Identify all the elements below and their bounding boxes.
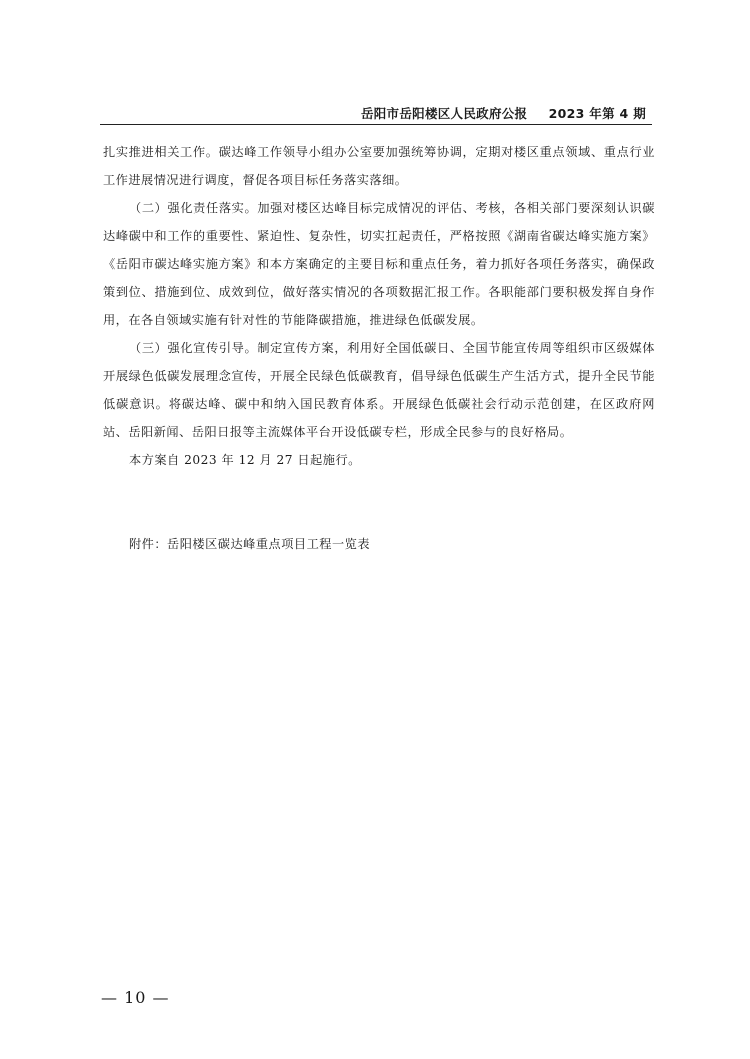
- paragraph-continuation: 扎实推进相关工作。碳达峰工作领导小组办公室要加强统筹协调，定期对楼区重点领域、重点行业工作进展情况进行调度，督促各项目标任务落实落细。: [103, 145, 655, 187]
- page-header: [100, 102, 652, 125]
- attachment-note: 附件：岳阳楼区碳达峰重点项目工程一览表: [129, 537, 371, 551]
- bulletin-title: 岳阳市岳阳楼区人民政府公报: [360, 106, 528, 121]
- header-title-line: [361, 104, 646, 122]
- paragraph-effective-date: 本方案自 2023 年 12 月 27 日起施行。: [129, 453, 361, 467]
- paragraph-responsibility: （二）强化责任落实。加强对楼区达峰目标完成情况的评估、考核，各相关部门要深刻认识碳达峰碳中和工作的重要性、紧迫性、复杂性，切实扛起责任，严格按照《湖南省碳达峰实施方案》《岳阳市碳达峰实施方案》和本方案确定的主要目标和重点任务，着力抓好各项任务落实，确保政策到位、措施到位、成效到位，做好落实情况的各项数据汇报工作。各职能部门要积极发挥自身作用，在各自领域实施有针对性的节能降碳措施，推进绿色低碳发展。: [103, 201, 655, 327]
- issue-number: 2023 年第 4 期: [548, 106, 646, 121]
- body-content: [103, 138, 655, 474]
- page-number: — 10 —: [101, 988, 170, 1007]
- paragraph-publicity: （三）强化宣传引导。制定宣传方案，利用好全国低碳日、全国节能宣传周等组织市区级媒体开展绿色低碳发展理念宣传，开展全民绿色低碳教育，倡导绿色低碳生产生活方式，提升全民节能低碳意识。将碳达峰、碳中和纳入国民教育体系。开展绿色低碳社会行动示范创建，在区政府网站、岳阳新闻、岳阳日报等主流媒体平台开设低碳专栏，形成全民参与的良好格局。: [103, 341, 655, 439]
